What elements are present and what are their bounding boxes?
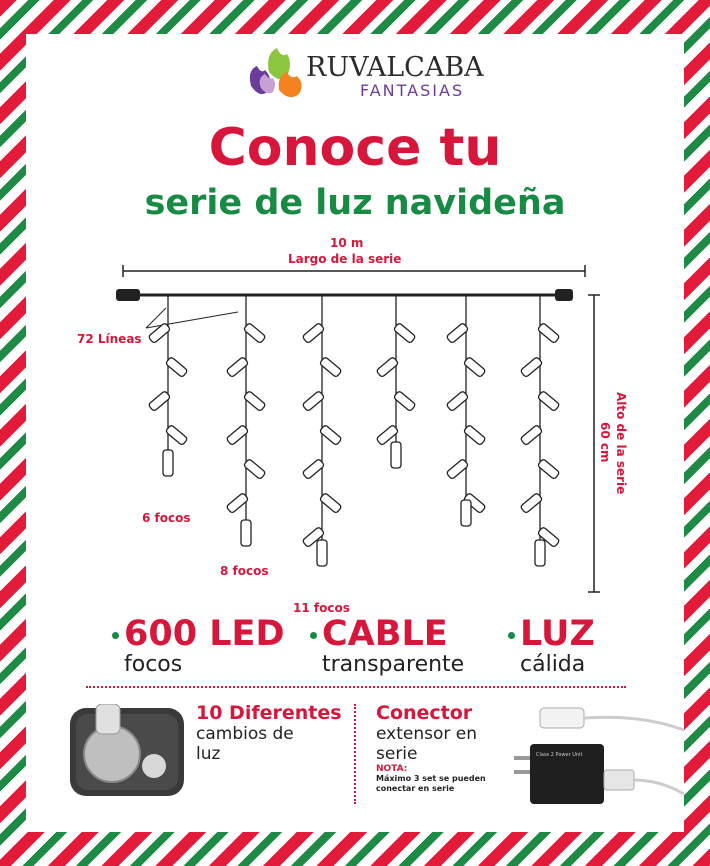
adapter-label: Class 2 Power Unit	[536, 752, 583, 758]
power-adapter-icon	[500, 700, 684, 810]
led-bulb	[537, 391, 560, 412]
feature-luz-title: LUZ	[520, 614, 595, 654]
feature-cable-sub: transparente	[322, 652, 465, 677]
led-bulb	[520, 493, 543, 514]
led-bulb-end	[163, 450, 173, 476]
led-bulb	[537, 459, 560, 480]
led-bulb-end	[317, 540, 327, 566]
brand-subtitle: FANTASIAS	[360, 81, 465, 100]
length-label: Largo de la serie	[288, 252, 402, 266]
led-bulb-end	[461, 500, 471, 526]
led-bulb	[243, 391, 266, 412]
controller-icon	[68, 704, 188, 798]
brand-name: RUVALCABA	[306, 52, 484, 83]
led-bulb	[165, 425, 188, 446]
length-value: 10 m	[330, 236, 364, 250]
height-label: Alto de la serie	[614, 392, 628, 495]
feature-luz-sub: cálida	[520, 652, 586, 677]
led-bulb	[537, 323, 560, 344]
feature-luz	[508, 616, 595, 678]
led-bulb	[165, 357, 188, 378]
connector-block	[376, 702, 486, 794]
feature-cable	[310, 616, 464, 678]
lines-label: 72 Líneas	[77, 332, 142, 346]
height-value: 60 cm	[598, 422, 612, 463]
led-bulb	[520, 357, 543, 378]
modes-block	[196, 702, 342, 764]
note-text-1: Máximo 3 set se pueden	[376, 774, 486, 783]
led-bulb	[393, 323, 416, 344]
connector-title: Conector	[376, 702, 473, 724]
led-bulb	[446, 323, 469, 344]
feature-led-title: 600 LED	[124, 614, 285, 654]
led-bulb-end	[535, 540, 545, 566]
led-bulb-end	[391, 442, 401, 468]
led-bulb	[463, 425, 486, 446]
note-text-2: conectar en serie	[376, 784, 455, 793]
focos-8-label: 8 focos	[220, 564, 269, 578]
divider	[86, 686, 626, 688]
focos-11-label: 11 focos	[293, 601, 350, 615]
led-bulb	[226, 357, 249, 378]
led-bulb	[376, 357, 399, 378]
connector-text-2: serie	[376, 744, 418, 764]
led-bulb	[148, 391, 171, 412]
led-bulb	[302, 323, 325, 344]
modes-text-1: cambios de	[196, 724, 294, 744]
connector-text-1: extensor en	[376, 724, 478, 744]
led-bulb	[302, 459, 325, 480]
led-bulb	[319, 357, 342, 378]
feature-cable-title: CABLE	[322, 614, 448, 654]
focos-6-label: 6 focos	[142, 511, 191, 525]
modes-text-2: luz	[196, 744, 221, 764]
led-bulb	[319, 425, 342, 446]
feature-led	[112, 616, 285, 678]
led-bulb	[226, 425, 249, 446]
note-title: NOTA:	[376, 764, 408, 774]
led-bulb	[226, 493, 249, 514]
divider-vertical	[354, 704, 356, 804]
page-subtitle: serie de luz navideña	[144, 183, 566, 223]
led-bulb	[243, 323, 266, 344]
led-bulb	[463, 357, 486, 378]
page-title: Conoce tu	[208, 118, 502, 178]
led-bulb	[302, 391, 325, 412]
led-bulb	[319, 493, 342, 514]
led-bulb	[243, 459, 266, 480]
modes-title: 10 Diferentes	[196, 702, 342, 724]
led-bulb-end	[241, 520, 251, 546]
feature-led-sub: focos	[124, 652, 183, 677]
led-bulb	[520, 425, 543, 446]
led-bulb	[393, 391, 416, 412]
led-bulb	[446, 391, 469, 412]
led-bulb	[446, 459, 469, 480]
